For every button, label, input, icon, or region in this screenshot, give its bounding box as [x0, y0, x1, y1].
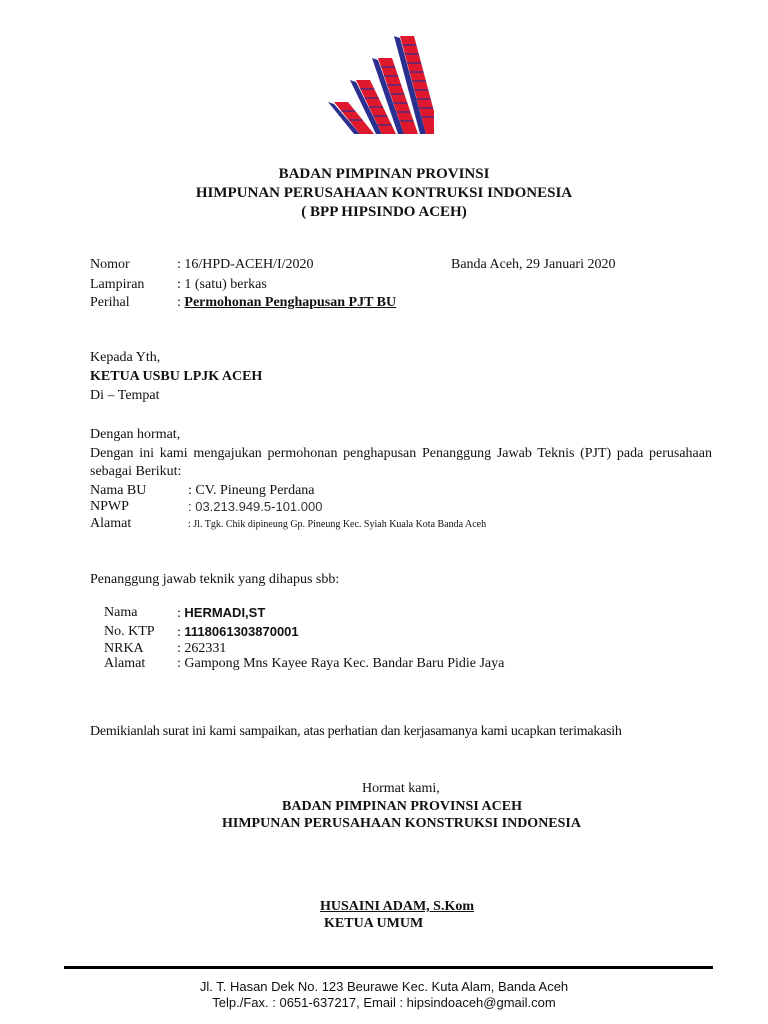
person-label-ktp: No. KTP — [104, 624, 155, 639]
nomor-label: Nomor — [90, 257, 130, 272]
nomor-value: : 16/HPD-ACEH/I/2020 — [177, 257, 314, 272]
closing-sentence: Demikianlah surat ini kami sampaikan, atas perhatian dan kerjasamanya kami ucapkan terimakasih — [90, 724, 622, 739]
person-label-nama: Nama — [104, 605, 138, 620]
header-line-2: HIMPUNAN PERUSAHAAN KONTRUKSI INDONESIA — [195, 185, 573, 201]
person-row-nrka — [177, 641, 226, 657]
person-value-ktp: 1118061303870001 — [184, 624, 299, 639]
company-label-alamat: Alamat — [90, 516, 132, 531]
regards: Hormat kami, — [362, 781, 440, 796]
person-value-nama: HERMADI,ST — [184, 605, 266, 620]
footer-address: Jl. T. Hasan Dek No. 123 Beurawe Kec. Kuta Alam, Banda Aceh — [199, 979, 569, 994]
company-value-npwp: : 03.213.949.5-101.000 — [188, 499, 323, 514]
perihal-line — [177, 295, 396, 311]
company-value-nama: : CV. Pineung Perdana — [188, 483, 315, 498]
person-colon-nama: : — [177, 606, 185, 621]
header-line-1: BADAN PIMPINAN PROVINSI — [278, 166, 490, 182]
person-label-nrka: NRKA — [104, 641, 144, 656]
recipient-greeting: Kepada Yth, — [90, 350, 161, 365]
salutation: Dengan hormat, — [90, 427, 181, 442]
person-intro: Penanggung jawab teknik yang dihapus sbb: — [90, 572, 340, 587]
signature-org-1: BADAN PIMPINAN PROVINSI ACEH — [282, 799, 522, 814]
header-line-3: ( BPP HIPSINDO ACEH) — [301, 204, 467, 220]
hipsindo-logo — [326, 36, 434, 138]
person-row-alamat — [177, 656, 504, 672]
perihal-label: Perihal — [90, 295, 130, 310]
person-colon-alamat: : — [177, 656, 185, 671]
person-row-ktp — [177, 623, 299, 641]
perihal-colon: : — [177, 295, 185, 310]
company-label-npwp: NPWP — [90, 499, 129, 514]
person-label-alamat: Alamat — [104, 656, 146, 671]
recipient-name: KETUA USBU LPJK ACEH — [90, 369, 263, 384]
intro-paragraph: Dengan ini kami mengajukan permohonan penghapusan Penanggung Jawab Teknis (PJT) pada perusahaan sebagai Berikut: — [90, 446, 712, 479]
company-label-nama: Nama BU — [90, 483, 147, 498]
signatory-title: KETUA UMUM — [324, 916, 424, 931]
recipient-place: Di – Tempat — [90, 388, 160, 403]
person-row-nama — [177, 604, 265, 622]
footer-divider — [64, 966, 713, 969]
lampiran-value: : 1 (satu) berkas — [177, 277, 267, 292]
person-colon-ktp: : — [177, 625, 185, 640]
person-value-nrka: 262331 — [180, 641, 227, 656]
signatory-name: HUSAINI ADAM, S.Kom — [320, 899, 475, 914]
lampiran-label: Lampiran — [90, 277, 145, 292]
footer-contact: Telp./Fax. : 0651-637217, Email : hipsindoaceh@gmail.com — [212, 995, 556, 1010]
person-value-alamat: Gampong Mns Kayee Raya Kec. Bandar Baru Pidie Jaya — [184, 656, 505, 671]
perihal-value: Permohonan Penghapusan PJT BU — [184, 295, 397, 310]
signature-org-2: HIMPUNAN PERUSAHAAN KONSTRUKSI INDONESIA — [222, 816, 581, 831]
person-colon-nrka: : — [177, 641, 181, 656]
company-value-alamat: : Jl. Tgk. Chik dipineung Gp. Pineung Kec. Syiah Kuala Kota Banda Aceh — [188, 519, 487, 530]
letter-date: Banda Aceh, 29 Januari 2020 — [451, 257, 616, 272]
